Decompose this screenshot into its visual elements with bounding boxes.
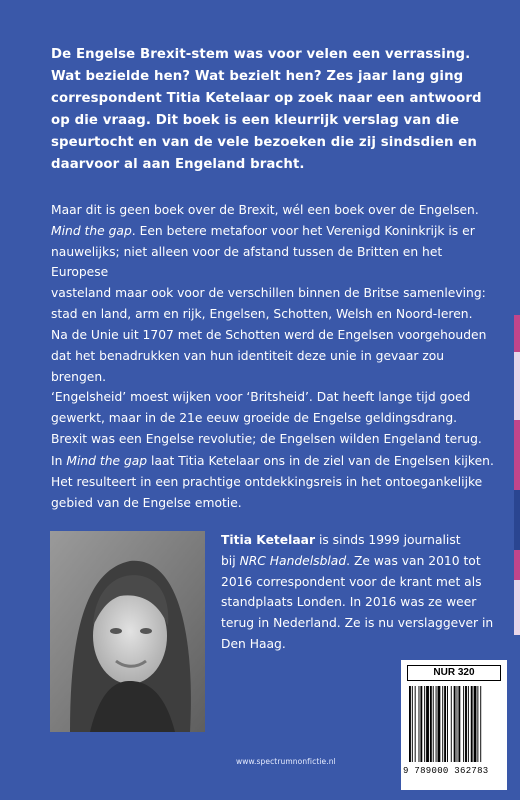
paragraph-line: nauwelijks; niet alleen voor de afstand tussen de Britten en het Europese	[51, 244, 443, 280]
intro-line: De Engelse Brexit-stem was voor velen een verrassing.	[51, 47, 471, 62]
side-stripe-light	[514, 352, 520, 420]
body-paragraph-1	[51, 200, 501, 325]
intro-line: op die vraag. Dit boek is een kleurrijk verslag van die	[51, 113, 460, 128]
side-stripe-pink-3	[514, 550, 520, 580]
paragraph-line: Maar dit is geen boek over de Brexit, wél een boek over de Engelsen.	[51, 203, 479, 217]
nur-code: NUR 320	[407, 665, 501, 681]
paragraph-line	[51, 451, 501, 472]
side-stripe-pink-2	[514, 420, 520, 490]
paragraph-line: stad en land, arm en rijk, Engelsen, Schotten, Welsh en Noord-Ieren.	[51, 306, 473, 321]
paragraph-line-text: In	[51, 454, 67, 468]
author-bio	[221, 530, 501, 655]
paragraph-line: gebied van de Engelse emotie.	[51, 495, 242, 510]
body-paragraph-3	[51, 451, 501, 513]
paragraph-line: Na de Unie uit 1707 met de Schotten werd de Engelsen voorgehouden	[51, 328, 487, 342]
book-title-italic: Mind the gap	[66, 454, 148, 468]
barcode-block	[401, 660, 507, 790]
paragraph-line: Het resulteert in een prachtige ontdekkingsreis in het ontoegankelijke	[51, 474, 483, 489]
bio-line	[221, 530, 501, 551]
intro-line: daarvoor al aan Engeland bracht.	[51, 157, 305, 172]
paragraph-line: vasteland maar ook voor de verschillen binnen de Britse samenleving:	[51, 286, 486, 301]
isbn-number: 9 789000 362783	[403, 766, 489, 776]
bio-line: 2016 correspondent voor de krant met als	[221, 574, 482, 589]
bio-line-text: . Ze was van 2010 tot	[346, 553, 481, 568]
author-photo	[50, 531, 205, 732]
bio-line	[221, 551, 501, 572]
book-title-italic: Mind the gap	[51, 223, 132, 238]
paragraph-line	[51, 221, 501, 242]
bio-line-text: is sinds 1999 journalist	[315, 533, 461, 547]
barcode-icon	[407, 686, 501, 764]
author-name: Titia Ketelaar	[221, 533, 316, 547]
intro-line: speurtocht en van de vele bezoeken die zij sindsdien en	[51, 135, 477, 150]
paragraph-line: ‘Engelsheid’ moest wijken voor ‘Britsheid’. Dat heeft lange tijd goed	[51, 390, 471, 405]
publisher-website: www.spectrumnonfictie.nl	[236, 757, 336, 766]
bio-line: terug in Nederland. Ze is nu verslaggever in	[221, 616, 494, 631]
intro-paragraph	[51, 44, 491, 176]
bio-line-text: bij	[221, 553, 240, 568]
side-stripe-pink-1	[514, 315, 520, 352]
paragraph-line: Brexit was een Engelse revolutie; de Engelsen wilden Engeland terug.	[51, 431, 482, 446]
paragraph-line-text: laat Titia Ketelaar ons in de ziel van de Engelsen kijken.	[147, 454, 494, 468]
body-paragraph-2	[51, 325, 501, 450]
paragraph-line-text: . Een betere metafoor voor het Verenigd Koninkrijk is er	[131, 223, 475, 238]
intro-line: Wat bezielde hen? Wat bezielt hen? Zes jaar lang ging	[51, 69, 464, 84]
author-portrait-illustration	[50, 531, 205, 732]
intro-line: correspondent Titia Ketelaar op zoek naar een antwoord	[51, 91, 482, 106]
side-stripe-light-2	[514, 580, 520, 635]
bio-line: standplaats Londen. In 2016 was ze weer	[221, 595, 477, 610]
paragraph-line: gewerkt, maar in de 21e eeuw groeide de Engelse geldingsdrang.	[51, 411, 458, 426]
paragraph-line: dat het benadrukken van hun identiteit deze unie in gevaar zou brengen.	[51, 348, 445, 384]
bio-line: Den Haag.	[221, 636, 286, 651]
newspaper-name: NRC Handelsblad	[239, 553, 347, 568]
side-stripe-blue	[514, 490, 520, 550]
